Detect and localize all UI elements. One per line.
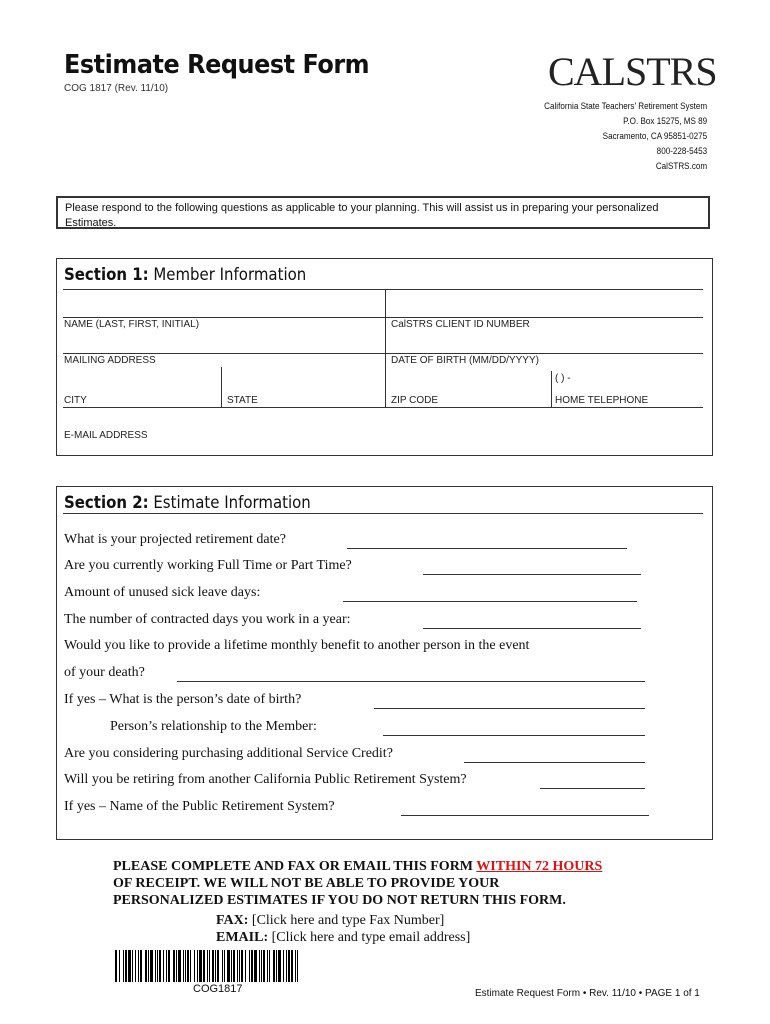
question-other-system: Will you be retiring from another California Public Retirement System?	[64, 772, 467, 787]
barcode-bar	[209, 950, 210, 982]
client-id-label: CalSTRS CLIENT ID NUMBER	[391, 319, 530, 330]
section-2-title: Section 2: Estimate Information	[64, 493, 311, 513]
zip-label: ZIP CODE	[391, 395, 439, 406]
email-label: E-MAIL ADDRESS	[64, 430, 148, 441]
instruction-line: OF RECEIPT. WE WILL NOT BE ABLE TO PROVIDE YOUR	[113, 876, 500, 891]
answer-line[interactable]	[423, 628, 641, 629]
dob-label: DATE OF BIRTH (MM/DD/YYYY)	[391, 355, 539, 366]
instruction-line: PERSONALIZED ESTIMATES IF YOU DO NOT RETURN THIS FORM.	[113, 893, 566, 908]
barcode-bar	[163, 950, 164, 982]
answer-line[interactable]	[423, 574, 641, 575]
barcode-bar	[263, 950, 265, 982]
home-telephone-label: HOME TELEPHONE	[555, 395, 649, 406]
answer-line[interactable]	[347, 548, 627, 549]
divider	[385, 289, 386, 407]
barcode-bar	[166, 950, 167, 982]
barcode-bar	[155, 950, 156, 982]
barcode-bar	[185, 950, 186, 982]
instruction-notice: Please respond to the following questions as applicable to your planning. This will assist us in preparing your personalized Estimates.	[56, 196, 710, 229]
barcode-bar	[217, 950, 219, 982]
barcode-bar	[278, 950, 281, 982]
section-1-title: Section 1: Member Information	[64, 265, 307, 285]
barcode-bar	[135, 950, 136, 982]
barcode-bar	[123, 950, 124, 982]
return-instructions	[113, 858, 602, 909]
barcode-bar	[237, 950, 238, 982]
question-system-name: If yes – Name of the Public Retirement System?	[64, 799, 335, 814]
answer-line[interactable]	[343, 601, 637, 602]
divider	[63, 513, 703, 514]
city-label: CITY	[64, 395, 87, 406]
barcode-bar	[251, 950, 253, 982]
barcode-bar	[245, 950, 246, 982]
barcode-bar	[159, 950, 161, 982]
barcode-bar	[187, 950, 189, 982]
barcode-bar	[286, 950, 287, 982]
page-footer: Estimate Request Form • Rev. 11/10 • PAGE 1 of 1	[475, 988, 700, 999]
barcode-bar	[212, 950, 214, 982]
barcode-bar	[259, 950, 260, 982]
deadline-highlight: WITHIN 72 HOURS	[476, 859, 603, 874]
barcode-bar	[295, 950, 296, 982]
barcode-bar	[231, 950, 232, 982]
barcode-bar	[254, 950, 257, 982]
answer-line[interactable]	[540, 788, 645, 789]
divider	[63, 317, 703, 318]
address-line: Sacramento, CA 95851-0275	[602, 131, 707, 141]
address-line: California State Teachers' Retirement System	[543, 101, 707, 111]
divider	[63, 407, 703, 408]
phone-placeholder: ( ) -	[555, 373, 571, 384]
address-line: P.O. Box 15275, MS 89	[622, 116, 707, 126]
form-title: Estimate Request Form	[64, 50, 370, 80]
answer-line[interactable]	[177, 681, 645, 682]
answer-line[interactable]	[401, 815, 649, 816]
barcode-bar	[173, 950, 175, 982]
barcode-bar	[276, 950, 277, 982]
barcode-bar	[207, 950, 208, 982]
barcode	[115, 950, 312, 982]
question-lifetime-benefit-cont: of your death?	[64, 665, 145, 680]
barcode-bar	[227, 950, 230, 982]
name-label: NAME (LAST, FIRST, INITIAL)	[64, 319, 200, 330]
agency-address	[544, 99, 707, 174]
barcode-bar	[203, 950, 205, 982]
barcode-bar	[128, 950, 131, 982]
divider	[63, 353, 703, 354]
barcode-bar	[224, 950, 225, 982]
barcode-bar	[249, 950, 250, 982]
email-line[interactable]: EMAIL: [Click here and type email address]	[216, 930, 471, 945]
address-line: CalSTRS.com	[655, 161, 707, 171]
question-lifetime-benefit: Would you like to provide a lifetime monthly benefit to another person in the event	[64, 638, 530, 653]
answer-line[interactable]	[464, 762, 645, 763]
barcode-bar	[183, 950, 184, 982]
question-work-status: Are you currently working Full Time or Part Time?	[64, 558, 352, 573]
question-contracted-days: The number of contracted days you work in a year:	[64, 612, 351, 627]
question-service-credit: Are you considering purchasing additional Service Credit?	[64, 746, 393, 761]
client-id-input[interactable]	[387, 290, 703, 316]
instruction-line: PLEASE COMPLETE AND FAX OR EMAIL THIS FORM WITHIN 72 HOURS	[113, 859, 603, 874]
barcode-bar	[119, 950, 120, 982]
barcode-bar	[168, 950, 170, 982]
form-number: COG 1817 (Rev. 11/10)	[64, 83, 169, 94]
barcode-bar	[125, 950, 127, 982]
barcode-bar	[241, 950, 243, 982]
barcode-bar	[194, 950, 195, 982]
answer-line[interactable]	[383, 735, 645, 736]
barcode-bar	[239, 950, 240, 982]
barcode-bar	[138, 950, 139, 982]
question-person-dob: If yes – What is the person’s date of birth?	[64, 692, 302, 707]
barcode-bar	[197, 950, 198, 982]
address-line: 800-228-5453	[656, 146, 707, 156]
barcode-bar	[222, 950, 223, 982]
barcode-bar	[148, 950, 149, 982]
barcode-bar	[132, 950, 133, 982]
name-input[interactable]	[63, 290, 383, 316]
question-sick-leave: Amount of unused sick leave days:	[64, 585, 261, 600]
barcode-bar	[288, 950, 290, 982]
contact-info	[216, 912, 470, 946]
barcode-bar	[176, 950, 177, 982]
barcode-bar	[233, 950, 235, 982]
divider	[221, 367, 222, 407]
fax-line[interactable]: FAX: [Click here and type Fax Number]	[216, 913, 445, 928]
barcode-bar	[178, 950, 181, 982]
barcode-bar	[115, 950, 117, 982]
barcode-label: COG1817	[190, 983, 246, 995]
barcode-bar	[150, 950, 153, 982]
barcode-bar	[215, 950, 216, 982]
barcode-bar	[199, 950, 202, 982]
barcode-bar	[291, 950, 293, 982]
mailing-address-label: MAILING ADDRESS	[64, 355, 156, 366]
barcode-bar	[157, 950, 158, 982]
answer-line[interactable]	[374, 708, 645, 709]
calstrs-logo: CALSTRS	[548, 49, 717, 94]
barcode-bar	[269, 950, 270, 982]
question-relationship: Person’s relationship to the Member:	[110, 719, 317, 734]
barcode-bar	[267, 950, 268, 982]
barcode-bar	[297, 950, 298, 982]
state-label: STATE	[227, 395, 258, 406]
barcode-bar	[283, 950, 284, 982]
barcode-bar	[261, 950, 262, 982]
barcode-bar	[190, 950, 191, 982]
divider	[551, 371, 552, 407]
barcode-bar	[140, 950, 142, 982]
barcode-bar	[273, 950, 275, 982]
section-member-information	[56, 258, 713, 456]
question-retirement-date: What is your projected retirement date?	[64, 532, 286, 547]
barcode-bar	[145, 950, 147, 982]
